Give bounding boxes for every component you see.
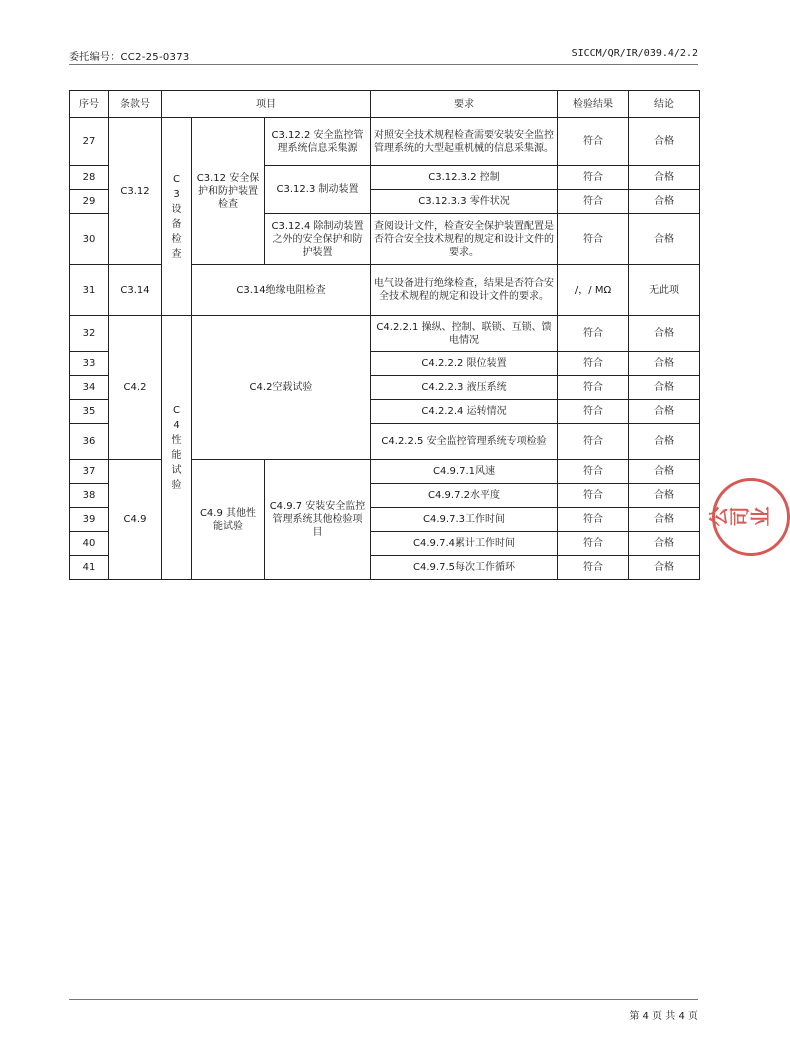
row-result: 符合 (558, 316, 629, 352)
row-requirement: C4.2.2.3 液压系统 (371, 376, 558, 400)
row-requirement: C4.9.7.4累计工作时间 (371, 532, 558, 556)
row-conclusion: 合格 (629, 484, 700, 508)
clause-c3-12: C3.12 (109, 118, 162, 265)
clause-c3-14: C3.14 (109, 265, 162, 316)
official-seal: 公司业 (712, 478, 790, 556)
inspection-table (69, 90, 700, 580)
row-seq: 35 (70, 400, 109, 424)
row-result: 符合 (558, 460, 629, 484)
item-c4-9-7-monitoring: C4.9.7 安装安全监控管理系统其他检验项目 (265, 460, 371, 580)
row-result: 符合 (558, 190, 629, 214)
row-seq: 36 (70, 424, 109, 460)
row-seq: 33 (70, 352, 109, 376)
row-result: 符合 (558, 508, 629, 532)
row-requirement: C3.12.3.3 零件状况 (371, 190, 558, 214)
col-header-conclusion: 结论 (629, 91, 700, 118)
row-requirement: 电气设备进行绝缘检查，结果是否符合安全技术规程的规定和设计文件的要求。 (371, 265, 558, 316)
row-conclusion: 合格 (629, 166, 700, 190)
table-header-row (70, 91, 700, 118)
row-seq: 30 (70, 214, 109, 265)
item-c4-2-noload-test: C4.2空载试验 (192, 316, 371, 460)
table-row (70, 316, 700, 352)
row-requirement: C4.2.2.2 限位装置 (371, 352, 558, 376)
group-c3-12-protection: C3.12 安全保护和防护装置检查 (192, 118, 265, 265)
row-conclusion: 合格 (629, 214, 700, 265)
clause-c4-9: C4.9 (109, 460, 162, 580)
row-seq: 32 (70, 316, 109, 352)
row-item: C3.12.4 除制动装置之外的安全保护和防护装置 (265, 214, 371, 265)
col-header-clause: 条款号 (109, 91, 162, 118)
row-requirement: C4.2.2.5 安全监控管理系统专项检验 (371, 424, 558, 460)
row-conclusion: 合格 (629, 352, 700, 376)
col-header-item: 项目 (162, 91, 371, 118)
row-seq: 27 (70, 118, 109, 166)
row-item: C3.12.3 制动装置 (265, 166, 371, 214)
row-result: 符合 (558, 118, 629, 166)
row-requirement: C3.12.3.2 控制 (371, 166, 558, 190)
row-conclusion: 合格 (629, 400, 700, 424)
row-seq: 40 (70, 532, 109, 556)
row-result: 符合 (558, 532, 629, 556)
row-seq: 28 (70, 166, 109, 190)
row-seq: 37 (70, 460, 109, 484)
row-requirement: C4.2.2.4 运转情况 (371, 400, 558, 424)
row-seq: 41 (70, 556, 109, 580)
row-result: 符合 (558, 166, 629, 190)
row-result: 符合 (558, 424, 629, 460)
row-result: 符合 (558, 376, 629, 400)
row-seq: 29 (70, 190, 109, 214)
row-requirement: C4.9.7.1风速 (371, 460, 558, 484)
row-conclusion: 合格 (629, 376, 700, 400)
row-item: C3.12.2 安全监控管理系统信息采集源 (265, 118, 371, 166)
row-result: 符合 (558, 214, 629, 265)
row-result: 符合 (558, 556, 629, 580)
row-conclusion: 合格 (629, 424, 700, 460)
footer-rule (69, 999, 698, 1000)
row-result: /，/ MΩ (558, 265, 629, 316)
row-requirement: C4.9.7.3工作时间 (371, 508, 558, 532)
row-requirement: 对照安全技术规程检查需要安装安全监控管理系统的大型起重机械的信息采集源。 (371, 118, 558, 166)
row-result: 符合 (558, 352, 629, 376)
row-seq: 34 (70, 376, 109, 400)
row-conclusion: 合格 (629, 190, 700, 214)
document-code: SICCM/QR/IR/039.4/2.2 (571, 48, 698, 59)
row-result: 符合 (558, 484, 629, 508)
row-requirement: C4.2.2.1 操纵、控制、联锁、互锁、馈电情况 (371, 316, 558, 352)
clause-c4-2: C4.2 (109, 316, 162, 460)
row-seq: 39 (70, 508, 109, 532)
row-result: 符合 (558, 400, 629, 424)
page-number: 第 4 页 共 4 页 (629, 1011, 698, 1022)
row-conclusion: 合格 (629, 532, 700, 556)
item-c4-9-other-tests: C4.9 其他性能试验 (192, 460, 265, 580)
row-seq: 31 (70, 265, 109, 316)
table-row (70, 118, 700, 166)
row-requirement: C4.9.7.5每次工作循环 (371, 556, 558, 580)
row-conclusion: 合格 (629, 556, 700, 580)
col-header-seq: 序号 (70, 91, 109, 118)
row-conclusion: 合格 (629, 118, 700, 166)
col-header-requirement: 要求 (371, 91, 558, 118)
group-c4-performance-test: C4性能试验 (162, 316, 192, 580)
col-header-result: 检验结果 (558, 91, 629, 118)
row-item: C3.14绝缘电阻检查 (192, 265, 371, 316)
row-requirement: C4.9.7.2水平度 (371, 484, 558, 508)
header-rule (69, 64, 698, 65)
commission-number: 委托编号：CC2-25-0373 (69, 52, 190, 63)
row-conclusion: 无此项 (629, 265, 700, 316)
row-seq: 38 (70, 484, 109, 508)
row-conclusion: 合格 (629, 508, 700, 532)
row-conclusion: 合格 (629, 316, 700, 352)
group-c3-equipment-check: C3设备检查 (162, 118, 192, 316)
row-requirement: 查阅设计文件，检查安全保护装置配置是否符合安全技术规程的规定和设计文件的要求。 (371, 214, 558, 265)
row-conclusion: 合格 (629, 460, 700, 484)
